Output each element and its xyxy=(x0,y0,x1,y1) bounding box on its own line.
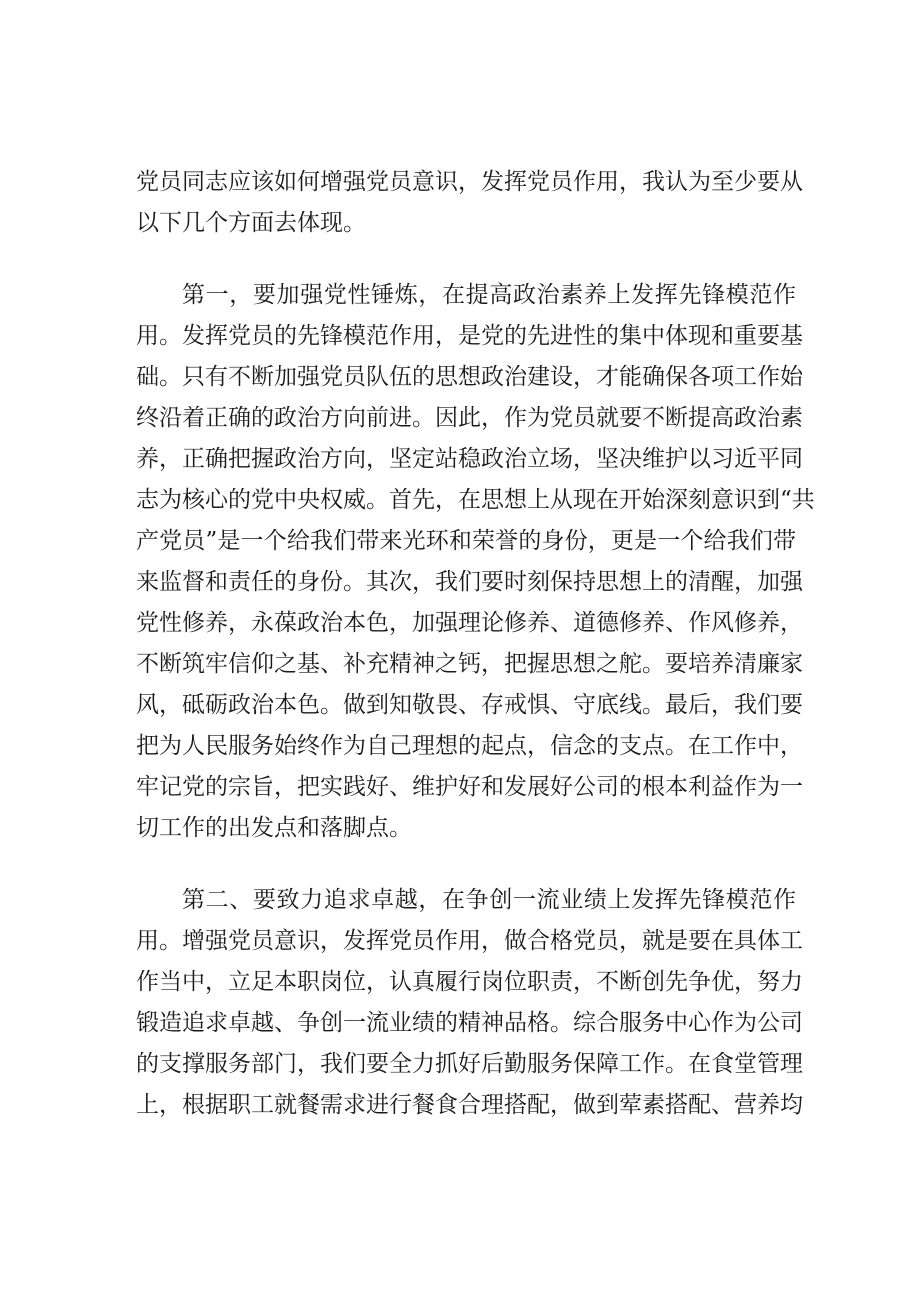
text-line: 党性修养，永葆政治本色，加强理论修养、道德修养、作风修养， xyxy=(136,610,803,636)
paragraph-intro xyxy=(136,162,803,244)
paragraph-first-point xyxy=(136,275,815,849)
text-line: 养，正确把握政治方向，坚定站稳政治立场，坚决维护以习近平同 xyxy=(136,446,803,472)
text-line: 第二、要致力追求卓越，在争创一流业绩上发挥先锋模范作 xyxy=(182,887,796,913)
text-line: 来监督和责任的身份。其次，我们要时刻保持思想上的清醒，加强 xyxy=(136,569,803,595)
paragraph-spacing xyxy=(136,849,796,880)
text-line: 上，根据职工就餐需求进行餐食合理搭配，做到荤素搭配、营养均 xyxy=(136,1092,803,1118)
document-body xyxy=(136,162,815,1126)
paragraph-spacing xyxy=(136,244,796,275)
text-line: 党员同志应该如何增强党员意识，发挥党员作用，我认为至少要从 xyxy=(136,169,803,195)
text-line: 切工作的出发点和落脚点。 xyxy=(136,815,412,841)
text-line: 础。只有不断加强党员队伍的思想政治建设，才能确保各项工作始 xyxy=(136,364,803,390)
paragraph-second-point xyxy=(136,880,803,1126)
text-line: 不断筑牢信仰之基、补充精神之钙，把握思想之舵。要培养清廉家 xyxy=(136,651,803,677)
text-line: 的支撑服务部门，我们要全力抓好后勤服务保障工作。在食堂管理 xyxy=(136,1051,803,1077)
text-line: 第一，要加强党性锤炼，在提高政治素养上发挥先锋模范作 xyxy=(182,282,796,308)
text-line: 把为人民服务始终作为自己理想的起点，信念的支点。在工作中， xyxy=(136,733,803,759)
text-line: 产党员”是一个给我们带来光环和荣誉的身份，更是一个给我们带 xyxy=(136,528,796,554)
text-line: 终沿着正确的政治方向前进。因此，作为党员就要不断提高政治素 xyxy=(136,405,803,431)
text-line: 作当中，立足本职岗位，认真履行岗位职责，不断创先争优，努力 xyxy=(136,969,803,995)
text-line: 志为核心的党中央权威。首先，在思想上从现在开始深刻意识到“共 xyxy=(136,487,815,513)
text-line: 用。增强党员意识，发挥党员作用，做合格党员，就是要在具体工 xyxy=(136,928,803,954)
text-line: 锻造追求卓越、争创一流业绩的精神品格。综合服务中心作为公司 xyxy=(136,1010,803,1036)
text-line: 风，砥砺政治本色。做到知敬畏、存戒惧、守底线。最后，我们要 xyxy=(136,692,803,718)
text-line: 以下几个方面去体现。 xyxy=(136,210,366,236)
text-line: 牢记党的宗旨，把实践好、维护好和发展好公司的根本利益作为一 xyxy=(136,774,803,800)
text-line: 用。发挥党员的先锋模范作用，是党的先进性的集中体现和重要基 xyxy=(136,323,803,349)
